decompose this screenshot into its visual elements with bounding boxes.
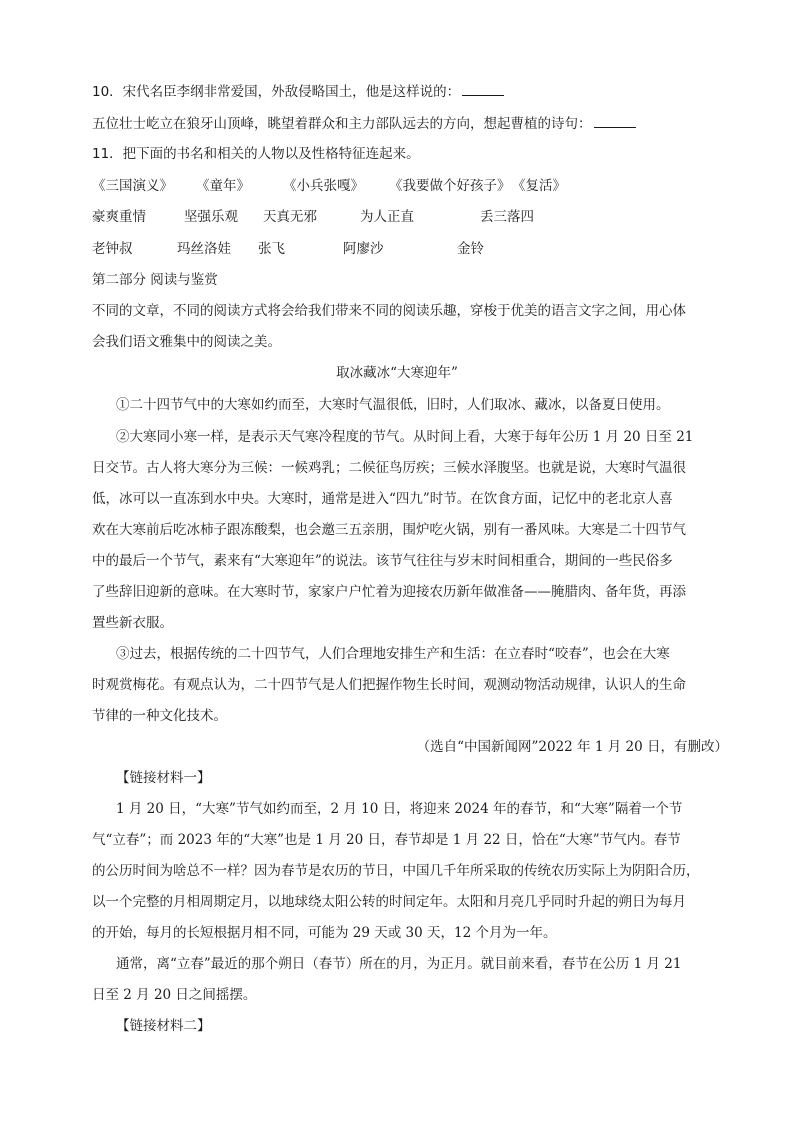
character-item: 玛丝洛娃 bbox=[177, 241, 231, 257]
q10-line1 bbox=[92, 82, 504, 101]
paragraph-line: 低，冰可以一直冻到水中央。大寒时，通常是进入“四九”时节。在饮食方面，记忆中的老北京人喜 bbox=[92, 491, 673, 507]
trait-item: 天真无邪 bbox=[263, 209, 317, 225]
part2-intro-line1: 不同的文章，不同的阅读方式将会给我们带来不同的阅读乐趣，穿梭于优美的语言文字之间，用心体 bbox=[92, 303, 686, 319]
trait-item: 为人正直 bbox=[360, 209, 414, 225]
character-item: 金铃 bbox=[457, 241, 484, 257]
trait-item: 豪爽重情 bbox=[92, 209, 146, 225]
character-item: 张飞 bbox=[258, 241, 285, 257]
trait-item: 丢三落四 bbox=[480, 209, 534, 225]
answer-blank[interactable] bbox=[462, 82, 504, 96]
paragraph-line: 时观赏梅花。有观点认为，二十四节气是人们把握作物生长时间，观测动物活动规律，认识人的生命 bbox=[92, 677, 686, 693]
trait-item: 坚强乐观 bbox=[184, 209, 238, 225]
paragraph-line: ②大寒同小寒一样，是表示天气寒冷程度的节气。从时间上看，大寒于每年公历 1 月 20 日至 21 bbox=[116, 429, 694, 445]
paragraph-line: 中的最后一个节气，素来有“大寒迎年”的说法。该节气往往与岁末时间相重合，期间的一些民俗多 bbox=[92, 553, 673, 569]
q10-line1-text: 10．宋代名臣李纲非常爱国，外敌侵略国土，他是这样说的： bbox=[92, 84, 461, 100]
article-title: 取冰藏冰“大寒迎年” bbox=[336, 365, 458, 381]
book-item: 《童年》 bbox=[196, 178, 250, 194]
character-item: 老钟叔 bbox=[92, 241, 133, 257]
q10-line2-text: 五位壮士屹立在狼牙山顶峰，眺望着群众和主力部队远去的方向，想起曹植的诗句： bbox=[92, 116, 592, 132]
part2-heading: 第二部分 阅读与鉴赏 bbox=[92, 272, 218, 288]
character-item: 阿廖沙 bbox=[343, 241, 384, 257]
paragraph-line: 节律的一种文化技术。 bbox=[92, 708, 227, 724]
book-item: 《小兵张嘎》 bbox=[283, 178, 364, 194]
paragraph-line: 1 月 20 日，“大寒”节气如约而至，2 月 10 日，将迎来 2024 年的春节，和“大寒”隔着一个节 bbox=[116, 801, 683, 817]
material2-heading: 【链接材料二】 bbox=[116, 1018, 211, 1034]
paragraph-line: 的公历时间为啥总不一样？因为春节是农历的节日，中国几千年所采取的传统农历实际上为阴阳合历， bbox=[92, 863, 700, 879]
book-item: 《三国演义》 bbox=[92, 178, 173, 194]
paragraph-line: 置些新衣服。 bbox=[92, 615, 173, 631]
part2-intro-line2: 会我们语文雅集中的阅读之美。 bbox=[92, 334, 281, 350]
q11-prompt: 11．把下面的书名和相关的人物以及性格特征连起来。 bbox=[92, 146, 420, 162]
paragraph-line: 气“立春”；而 2023 年的“大寒”也是 1 月 20 日，春节却是 1 月 22 日，恰在“大寒”节气内。春节 bbox=[92, 832, 681, 848]
article-source: （选自“中国新闻网”2022 年 1 月 20 日，有删改） bbox=[416, 739, 728, 755]
answer-blank[interactable] bbox=[594, 114, 636, 128]
article-paragraph-1: ①二十四节气中的大寒如约而至，大寒时气温很低，旧时，人们取冰、藏冰，以备夏日使用。 bbox=[116, 397, 670, 413]
q10-line2 bbox=[92, 114, 636, 133]
book-item: 《我要做个好孩子》 bbox=[389, 178, 511, 194]
paragraph-line: 了些辞旧迎新的意味。在大寒时节，家家户户忙着为迎接农历新年做准备——腌腊肉、备年货，再添 bbox=[92, 584, 686, 600]
paragraph-line: 通常，离“立春”最近的那个朔日（春节）所在的月，为正月。就目前来看，春节在公历 1 月 21 bbox=[116, 956, 682, 972]
paragraph-line: 欢在大寒前后吃冰柿子跟冻酸梨，也会邀三五亲朋，围炉吃火锅，别有一番风味。大寒是二十四节气 bbox=[92, 522, 686, 538]
paragraph-line: 日交节。古人将大寒分为三候：一候鸡乳；二候征鸟厉疾；三候水泽腹坚。也就是说，大寒时气温很 bbox=[92, 460, 686, 476]
paragraph-line: 以一个完整的月相周期定月，以地球绕太阳公转的时间定年。太阳和月亮几乎同时升起的朔日为每月 bbox=[92, 894, 686, 910]
paragraph-line: 的开始，每月的长短根据月相不同，可能为 29 天或 30 天，12 个月为一年。 bbox=[92, 925, 557, 941]
material1-heading: 【链接材料一】 bbox=[116, 770, 211, 786]
paragraph-line: 日至 2 月 20 日之间摇摆。 bbox=[92, 987, 257, 1003]
book-item: 《复活》 bbox=[512, 178, 566, 194]
paragraph-line: ③过去，根据传统的二十四节气，人们合理地安排生产和生活：在立春时“咬春”，也会在大寒 bbox=[116, 646, 670, 662]
